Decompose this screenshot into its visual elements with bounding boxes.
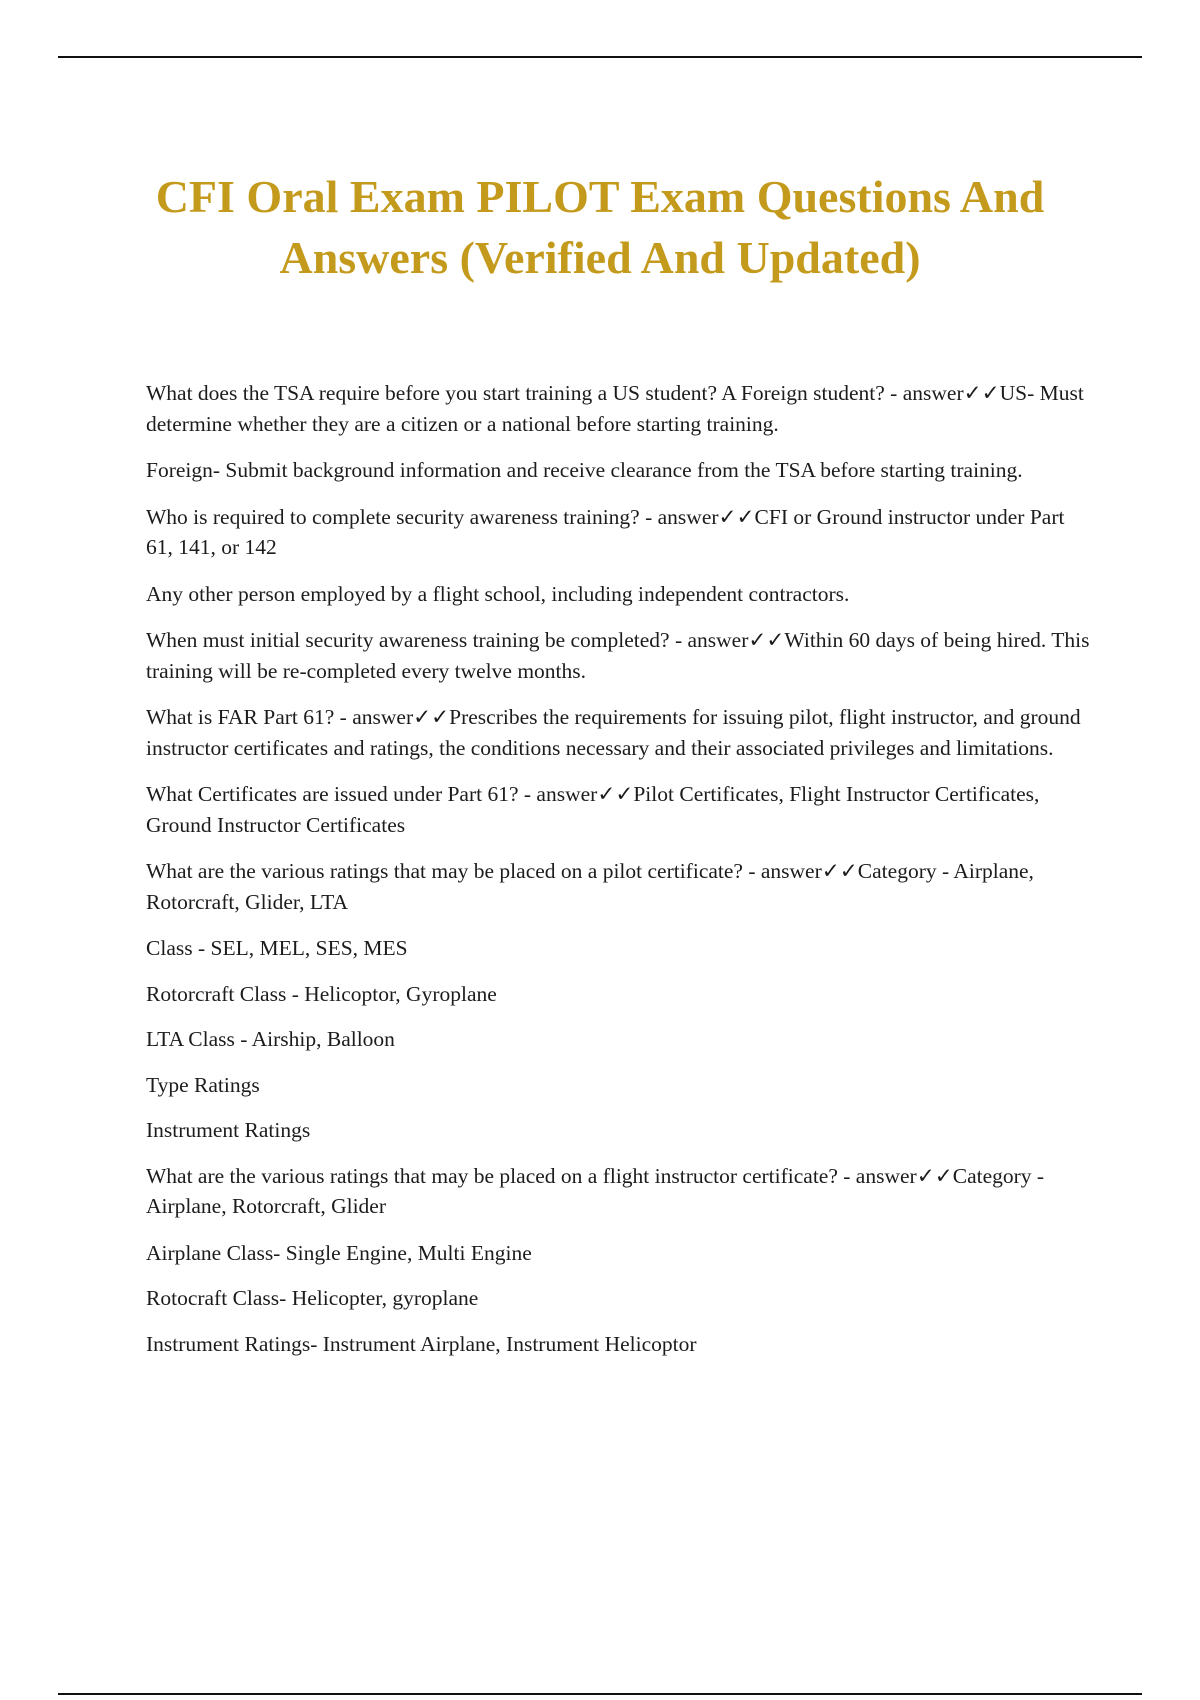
- qa-paragraph: When must initial security awareness training be completed? - answer✓✓Within 60 days of being hired. This training will be re-completed every twelve months.: [146, 628, 1090, 683]
- qa-paragraph: Instrument Ratings: [146, 1118, 311, 1142]
- qa-paragraph: Rotorcraft Class - Helicoptor, Gyroplane: [146, 981, 497, 1006]
- qa-paragraph: Type Ratings: [146, 1072, 260, 1097]
- qa-paragraph: Any other person employed by a flight school, including independent contractors.: [146, 581, 850, 606]
- qa-paragraph: What does the TSA require before you start training a US student? A Foreign student? - answer✓✓US- Must determine whether they are a citizen or a national before starting training.: [146, 381, 1084, 436]
- qa-paragraph: Class - SEL, MEL, SES, MES: [146, 936, 408, 960]
- document-title: CFI Oral Exam PILOT Exam Questions And Answers (Verified And Updated): [155, 171, 1045, 283]
- qa-paragraph: Rotocraft Class- Helicopter, gyroplane: [146, 1286, 479, 1310]
- qa-paragraph: What Certificates are issued under Part 61? - answer✓✓Pilot Certificates, Flight Instructor Certificates, Ground Instructor Certificates: [146, 782, 1040, 837]
- qa-paragraph: What are the various ratings that may be placed on a pilot certificate? - answer✓✓Category - Airplane, Rotorcraft, Glider, LTA: [146, 859, 1034, 914]
- qa-paragraph: Airplane Class- Single Engine, Multi Engine: [146, 1240, 532, 1265]
- qa-paragraph: Who is required to complete security awareness training? - answer✓✓CFI or Ground instructor under Part 61, 141, or 142: [146, 504, 1065, 559]
- qa-paragraph: What are the various ratings that may be placed on a flight instructor certificate? - answer✓✓Category -Airplane, Rotorcraft, Glider: [146, 1163, 1045, 1218]
- qa-paragraph: Foreign- Submit background information and receive clearance from the TSA before starting training.: [146, 458, 1023, 482]
- qa-paragraph: Instrument Ratings- Instrument Airplane, Instrument Helicoptor: [146, 1331, 697, 1356]
- document-body: [146, 378, 1096, 1374]
- header-rule: [58, 56, 1142, 58]
- footer-rule: [58, 1693, 1142, 1695]
- qa-paragraph: LTA Class - Airship, Balloon: [146, 1027, 395, 1051]
- qa-paragraph: What is FAR Part 61? - answer✓✓Prescribes the requirements for issuing pilot, flight instructor, and ground instructor certificates and ratings, the conditions necessary and their associated privileges and limitations.: [146, 705, 1081, 760]
